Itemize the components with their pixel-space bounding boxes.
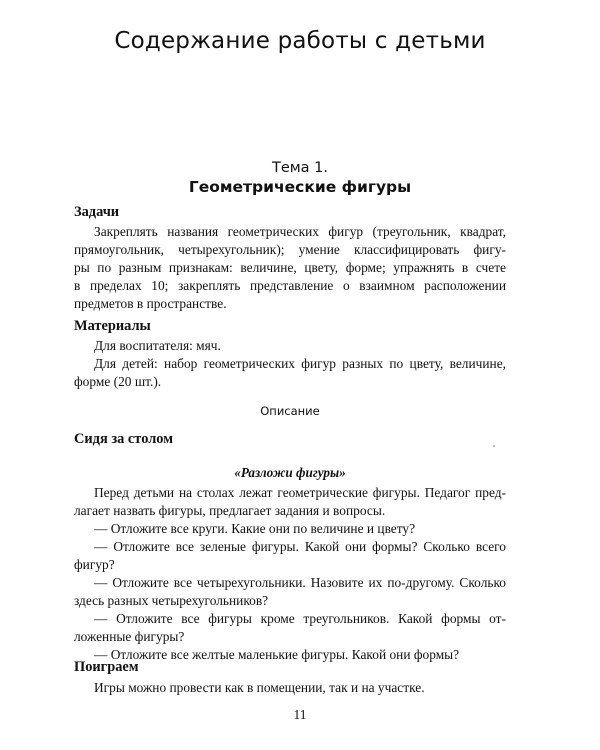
game-question-cont: фигур? — [74, 557, 115, 572]
materials-heading: Материалы — [74, 318, 151, 334]
game-question-cont: ложенные фигуры? — [74, 629, 185, 644]
sitting-heading: Сидя за столом — [74, 431, 173, 447]
play-section — [74, 658, 506, 676]
play-text — [74, 679, 506, 697]
game-question: — Отложите все зеленые фигуры. Какой они формы? Сколько всего — [94, 539, 506, 554]
game-question: — Отложите все фигуры кроме треугольников. Какой формы от- — [94, 611, 506, 626]
chapter-title: Содержание работы с детьми — [114, 28, 486, 54]
materials-teacher: Для воспитателя: мяч. — [94, 338, 221, 353]
game-title: «Разложи фигуры» — [234, 465, 346, 480]
materials-children-line: форме (20 шт.). — [74, 374, 162, 389]
game-intro-line: Перед детьми на столах лежат геометрические фигуры. Педагог пред- — [94, 485, 506, 500]
topic-number: Тема 1. — [271, 160, 329, 176]
game-intro-line: лагает назвать фигуры, предлагает задания и вопросы. — [74, 503, 386, 518]
game-question: — Отложите все желтые маленькие фигуры. Какой они формы? — [94, 647, 460, 662]
print-speck — [493, 445, 495, 447]
game-section — [74, 464, 506, 482]
materials-section — [74, 317, 506, 335]
topic-title: Геометрические фигуры — [188, 178, 412, 196]
sitting-section — [74, 430, 506, 448]
tasks-line: Закреплять названия геометрических фигур (треугольник, квадрат, — [94, 224, 506, 239]
play-heading: Поиграем — [74, 659, 139, 675]
tasks-text — [74, 223, 506, 313]
game-question: — Отложите все круги. Какие они по величине и цвету? — [94, 521, 416, 536]
page-number: 11 — [293, 707, 307, 722]
game-question: — Отложите все четырехугольники. Назовите их по-другому. Сколько — [94, 575, 506, 590]
description-block — [74, 402, 506, 420]
tasks-heading: Задачи — [74, 204, 120, 220]
tasks-section — [74, 203, 506, 221]
tasks-line: предметов в пространстве. — [74, 296, 227, 311]
materials-children-line: Для детей: набор геометрических фигур разных по цвету, величине, — [94, 356, 506, 371]
game-text — [74, 484, 506, 664]
game-question-cont: здесь разных четырехугольников? — [74, 593, 269, 608]
tasks-line: в пределах 10; закреплять представление о взаимном расположении — [74, 278, 506, 293]
play-text-line: Игры можно провести как в помещении, так и на участке. — [94, 680, 425, 695]
description-label: Описание — [260, 404, 320, 418]
materials-text — [74, 337, 506, 391]
tasks-line: прямоугольник, четырехугольник); умение классифицировать фигу- — [74, 242, 506, 257]
tasks-line: ры по разным признакам: величине, цвету, форме; упражнять в счете — [74, 260, 506, 275]
